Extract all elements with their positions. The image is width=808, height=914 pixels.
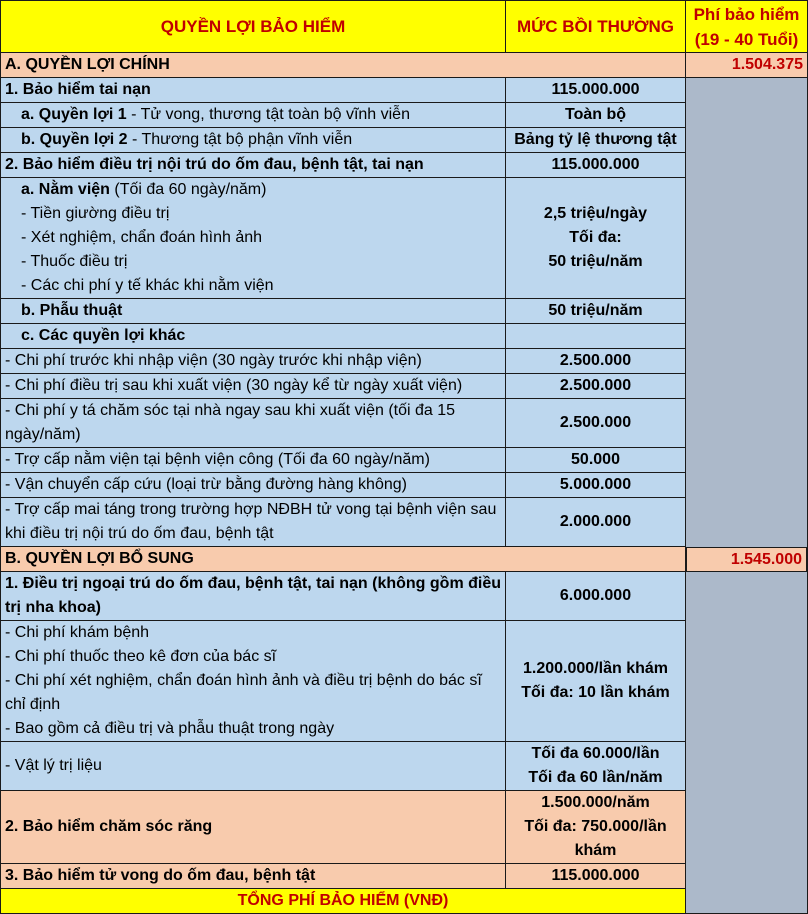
physio-amount-line: Tối đa 60 lần/năm — [528, 769, 663, 786]
death-amount: 115.000.000 — [506, 864, 686, 889]
dental-amount-line: khám — [574, 842, 617, 859]
dental-label: 2. Bảo hiểm chăm sóc răng — [1, 791, 506, 864]
outpatient-item: - Chi phí xét nghiệm, chẩn đoán hình ảnh và điều trị bệnh do bác sĩ chỉ định — [5, 672, 482, 713]
other-benefit-text: - Chi phí trước khi nhập viện (30 ngày trước khi nhập viện) — [1, 349, 506, 374]
section-b-fee-overlay — [686, 547, 807, 572]
header-premium-line1: Phí bảo hiểm — [693, 4, 800, 24]
outpatient-items-amount — [506, 621, 686, 742]
outpatient-item: - Bao gồm cả điều trị và phẫu thuật trong ngày — [5, 720, 335, 737]
hospitalization-heading — [21, 178, 501, 202]
accident-benefit1-title: a. Quyền lợi 1 — [21, 106, 127, 123]
other-benefit-amount: 2.000.000 — [506, 498, 686, 547]
other-benefit-text: - Chi phí điều trị sau khi xuất viện (30 ngày kể từ ngày xuất viện) — [1, 374, 506, 399]
other-benefit-text: - Trợ cấp nằm viện tại bệnh viện công (Tối đa 60 ngày/năm) — [1, 448, 506, 473]
other-benefits-label: c. Các quyền lợi khác — [1, 324, 506, 349]
hospitalization-item: - Các chi phí y tế khác khi nằm viện — [21, 277, 274, 294]
physio-label: - Vật lý trị liệu — [1, 742, 506, 791]
outpatient-amount: 6.000.000 — [506, 572, 686, 621]
other-benefit-amount: 2.500.000 — [506, 374, 686, 399]
other-benefit-text: - Chi phí y tá chăm sóc tại nhà ngay sau khi xuất viện (tối đa 15 ngày/năm) — [1, 399, 506, 448]
outpatient-item: - Chi phí thuốc theo kê đơn của bác sĩ — [5, 648, 277, 665]
dental-amount-line: 1.500.000/năm — [541, 794, 650, 811]
accident-amount: 115.000.000 — [506, 78, 686, 103]
section-a-row — [1, 53, 808, 78]
header-premium-line2: (19 - 40 Tuổi) — [694, 29, 799, 49]
surgery-label: b. Phẫu thuật — [1, 299, 506, 324]
header-row — [1, 1, 808, 53]
section-a-title: A. QUYỀN LỢI CHÍNH — [1, 53, 686, 78]
death-label: 3. Bảo hiểm tử vong do ốm đau, bệnh tật — [1, 864, 506, 889]
hospitalization-item: - Tiền giường điều trị — [21, 205, 170, 222]
hospitalization-item: - Xét nghiệm, chẩn đoán hình ảnh — [21, 229, 263, 246]
hospitalization-title: a. Nằm viện — [21, 181, 110, 198]
hospitalization-note: (Tối đa 60 ngày/năm) — [109, 181, 267, 198]
fee-blank-a — [686, 78, 808, 914]
accident-benefit1-desc: - Tử vong, thương tật toàn bộ vĩnh viễn — [126, 106, 410, 123]
hospitalization-amount — [506, 178, 686, 299]
accident-benefit1-amount: Toàn bộ — [506, 103, 686, 128]
dental-amount-line: Tối đa: 750.000/lần — [524, 818, 667, 835]
outpatient-item: - Chi phí khám bệnh — [5, 624, 150, 641]
other-benefit-text: - Trợ cấp mai táng trong trường hợp NĐBH tử vong tại bệnh viện sau khi điều trị nội trú do ốm đau, bệnh tật — [1, 498, 506, 547]
accident-benefit2-desc: - Thương tật bộ phận vĩnh viễn — [127, 131, 353, 148]
outpatient-label: 1. Điều trị ngoại trú do ốm đau, bệnh tật, tai nạn (không gồm điều trị nha khoa) — [1, 572, 506, 621]
surgery-amount: 50 triệu/năm — [506, 299, 686, 324]
other-benefit-amount: 2.500.000 — [506, 399, 686, 448]
other-benefit-amount: 50.000 — [506, 448, 686, 473]
section-a-fee: 1.504.375 — [686, 53, 808, 78]
inpatient-label: 2. Bảo hiểm điều trị nội trú do ốm đau, bệnh tật, tai nạn — [1, 153, 506, 178]
dental-amount — [506, 791, 686, 864]
header-benefits: QUYỀN LỢI BẢO HIỂM — [1, 1, 506, 53]
outpatient-items-cell — [1, 621, 506, 742]
other-benefit-amount: 5.000.000 — [506, 473, 686, 498]
other-benefit-amount: 2.500.000 — [506, 349, 686, 374]
hospitalization-cell — [1, 178, 506, 299]
outpatient-amount-line: 1.200.000/lần khám — [523, 660, 668, 677]
hospitalization-amount-line: 2,5 triệu/ngày — [543, 205, 648, 222]
accident-benefit2-amount: Bảng tỷ lệ thương tật — [506, 128, 686, 153]
other-benefits-amount — [506, 324, 686, 349]
header-premium — [686, 1, 808, 53]
hospitalization-amount-line: 50 triệu/năm — [548, 253, 643, 270]
accident-benefit2-title: b. Quyền lợi 2 — [21, 131, 128, 148]
header-compensation: MỨC BỒI THƯỜNG — [506, 1, 686, 53]
outpatient-amount-line: Tối đa: 10 lần khám — [521, 684, 670, 701]
accident-benefit2 — [1, 128, 506, 153]
hospitalization-amount-line: Tối đa: — [569, 229, 622, 246]
other-benefit-text: - Vận chuyển cấp cứu (loại trừ bằng đường hàng không) — [1, 473, 506, 498]
inpatient-amount: 115.000.000 — [506, 153, 686, 178]
accident-label: 1. Bảo hiểm tai nạn — [1, 78, 506, 103]
physio-amount-line: Tối đa 60.000/lần — [531, 745, 660, 762]
physio-amount — [506, 742, 686, 791]
section-b-title: B. QUYỀN LỢI BỔ SUNG — [1, 547, 686, 572]
total-label: TỔNG PHÍ BẢO HIỂM (VNĐ) — [1, 889, 686, 914]
section-b-fee: 1.545.000 — [730, 550, 802, 568]
accident-benefit1 — [1, 103, 506, 128]
accident-row — [1, 78, 808, 103]
hospitalization-item: - Thuốc điều trị — [21, 253, 128, 270]
